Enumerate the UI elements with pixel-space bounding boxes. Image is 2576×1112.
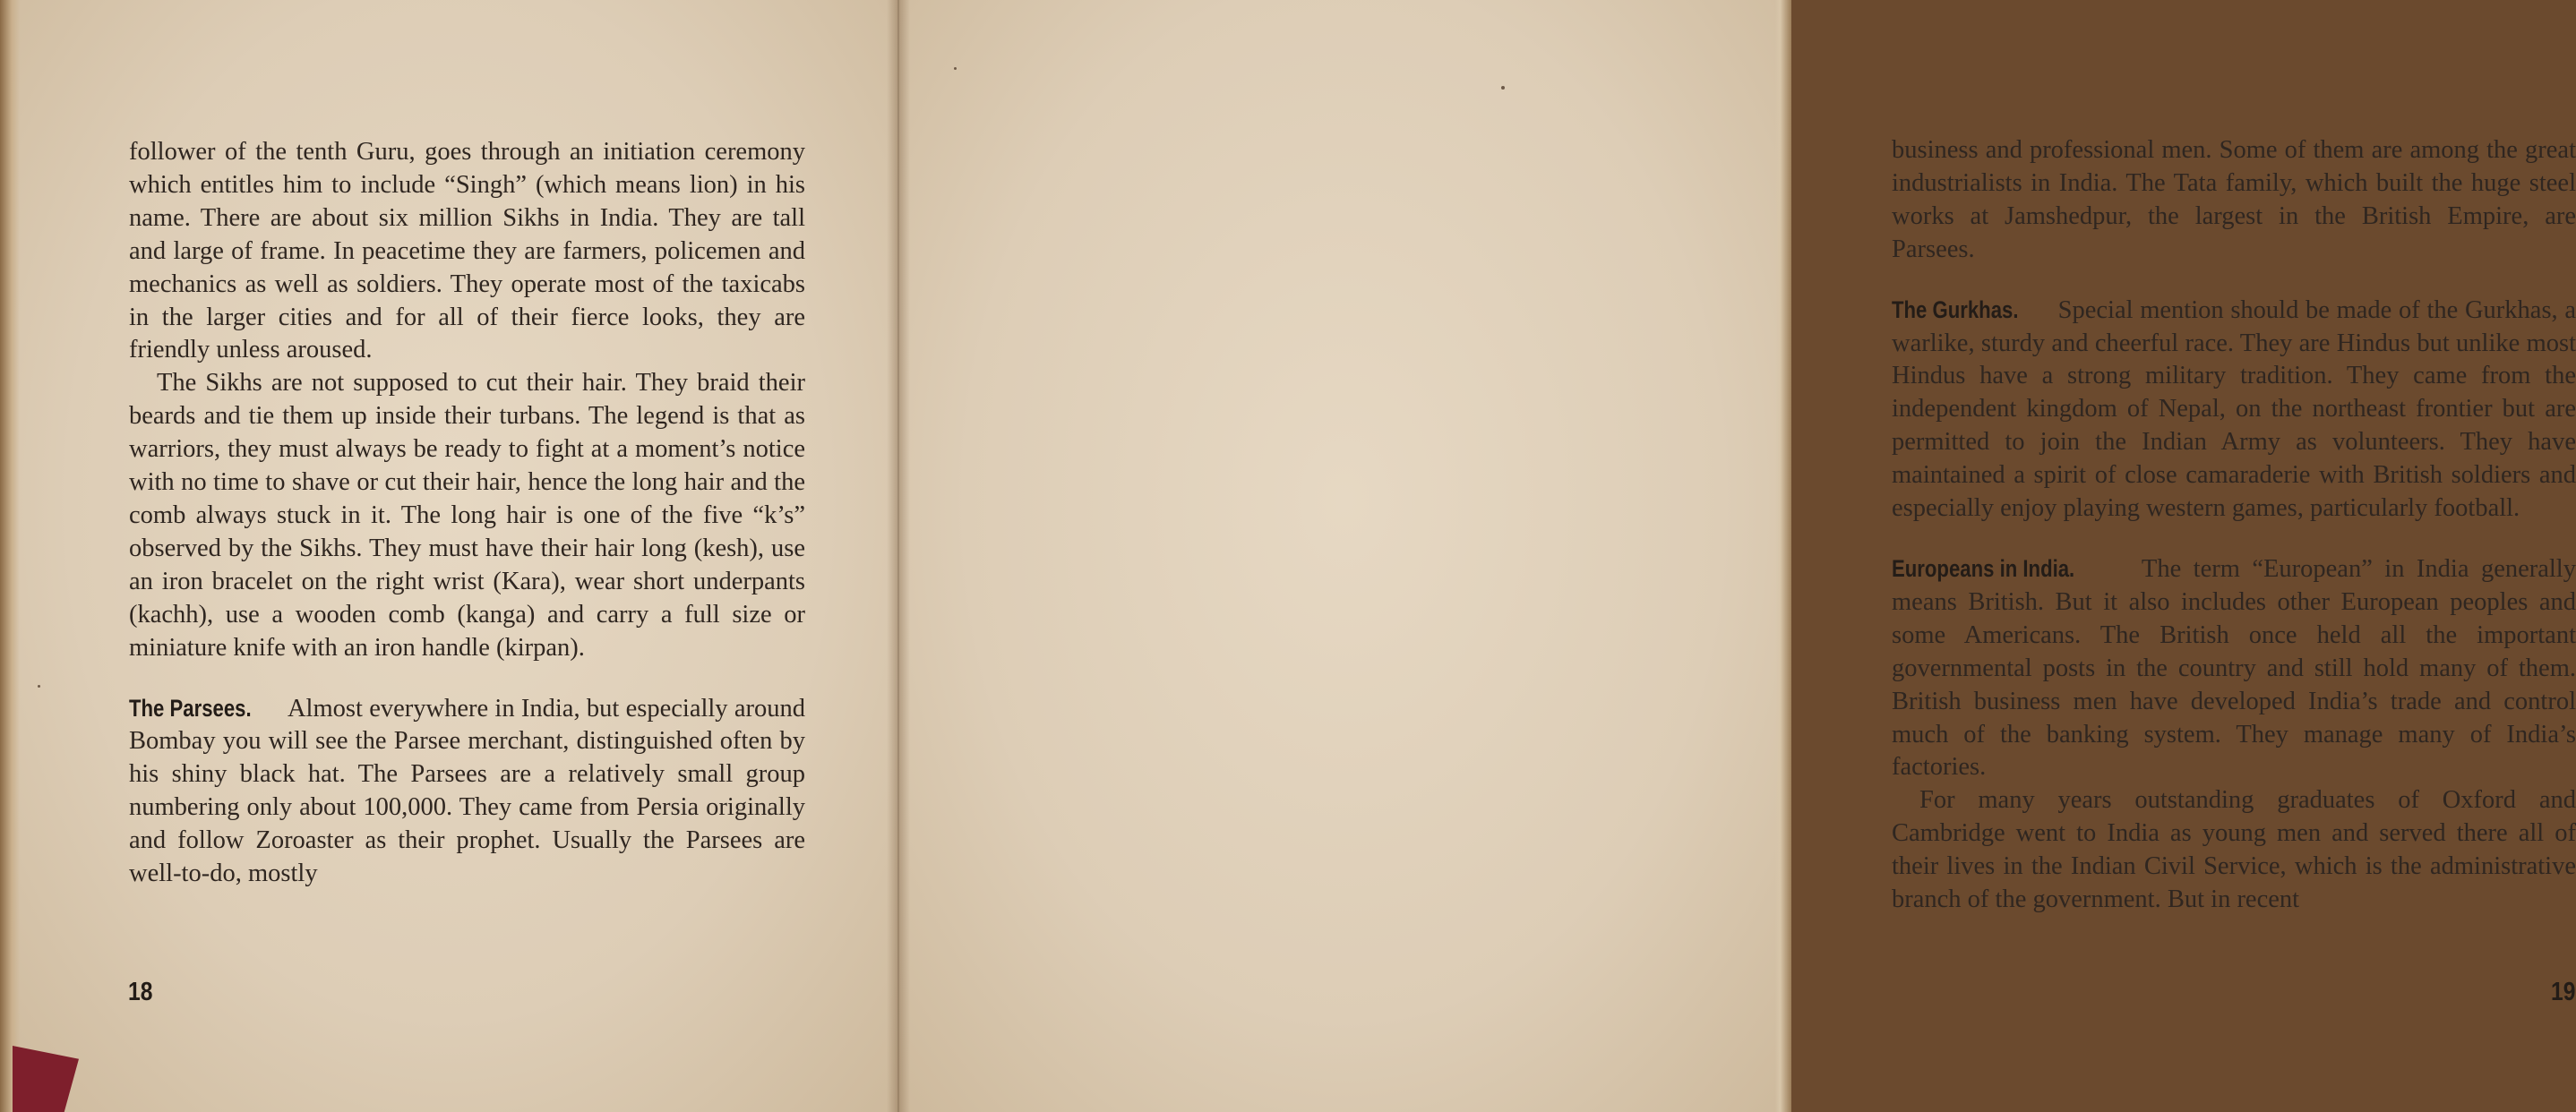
section-heading-gurkhas: The Gurkhas. [1892, 295, 2019, 323]
left-page-edge [0, 0, 20, 1112]
paper-speck [954, 67, 957, 70]
paper-speck [1501, 86, 1505, 90]
right-page [897, 0, 2576, 1112]
left-page [0, 0, 897, 1112]
page-number-right: 19 [2551, 978, 2576, 1006]
book-gutter [887, 0, 910, 1112]
section-heading-europeans: Europeans in India. [1892, 554, 2075, 582]
corner-tab [13, 1046, 79, 1112]
right-page-text [1892, 134, 2576, 917]
page-number-left: 18 [128, 978, 153, 1006]
section-text-europeans: The term “European” in India generally means British. But it also includes other European peoples and some Americans. The British once held all the important governmental posts in the country and still hold many of them. British business men have developed India’s trade and control much of the banking system. They manage many of India’s factories. [1892, 554, 2576, 782]
paragraph-parsees-continued: business and professional men. Some of them are among the great industrialists in India. The Tata family, which built the huge steel works at Jamshedpur, the largest in the British Empire, are Parsees. [1892, 136, 2576, 263]
section-heading-parsees: The Parsees. [129, 694, 252, 722]
section-text-gurkhas: Special mention should be made of the Gurkhas, a warlike, sturdy and cheerful race. They are Hindus but unlike most Hindus have a strong military tradition. They came from the independent kingdom of Nepal, on the northeast frontier but are permitted to join the Indian Army as volunteers. They have maintained a spirit of close camaraderie with British soldiers and especially enjoy playing western games, particularly football. [1892, 295, 2576, 523]
left-page-text [129, 136, 805, 891]
section-text-parsees: Almost everywhere in India, but especially around Bombay you will see the Parsee merchant, distinguished often by his shiny black hat. The Parsees are a relatively small group numbering only about 100,000. They came from Persia originally and follow Zoroaster as their prophet. Usually the Parsees are well-to-do, mostly [129, 694, 805, 888]
paper-speck [38, 685, 40, 688]
section-gurkhas [1892, 294, 2576, 526]
section-parsees [129, 692, 805, 891]
paragraph-sikhs-intro: follower of the tenth Guru, goes through an initiation ceremony which entitles him to include “Singh” (which means lion) in his name. There are about six million Sikhs in India. They are tall and large of frame. In peacetime they are farmers, policemen and mechanics as well as soldiers. They operate most of the taxicabs in the larger cities and for all of their fierce looks, they are friendly unless aroused. [129, 138, 805, 364]
right-page-edge [1775, 0, 1791, 1112]
paragraph-civil-service: For many years outstanding graduates of Oxford and Cambridge went to India as young men and served there all of their lives in the Indian Civil Service, which is the administrative branch of the government. But in recent [1892, 786, 2576, 914]
section-europeans [1892, 552, 2576, 784]
paragraph-sikhs-hair: The Sikhs are not supposed to cut their hair. They braid their beards and tie them up inside their turbans. The legend is that as warriors, they must always be ready to fight at a moment’s notice with no time to shave or cut their hair, hence the long hair and the comb always stuck in it. The long hair is one of the five “k’s” observed by the Sikhs. They must have their hair long (kesh), use an iron bracelet on the right wrist (Kara), wear short underpants (kachh), use a wooden comb (kanga) and carry a full size or miniature knife with an iron handle (kirpan). [129, 369, 805, 662]
